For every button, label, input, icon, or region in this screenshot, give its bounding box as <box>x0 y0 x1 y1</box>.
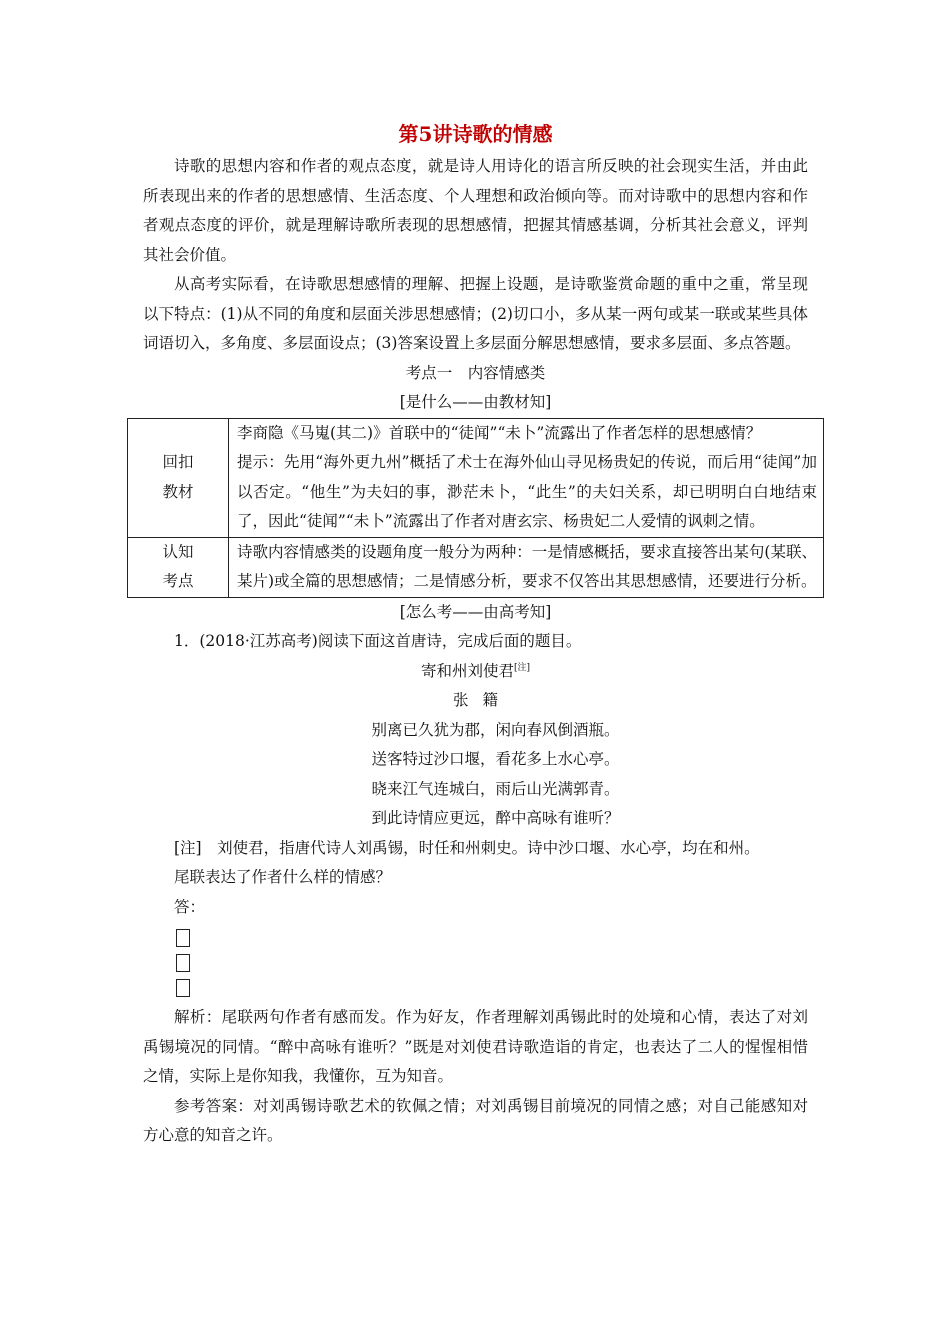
page-content <box>143 118 817 1151</box>
intro-paragraph-2: 从高考实际看，在诗歌思想感情的理解、把握上设题，是诗歌鉴赏命题的重中之重，常呈现以下特点：(1)从不同的角度和层面关涉思想感情；(2)切口小，多从某一两句或某一联或某些具体词语切入，多角度、多层面设点；(3)答案设置上多层面分解思想感情，要求多层面、多点答题。 <box>143 275 808 352</box>
table-row-review <box>128 418 824 537</box>
answer-box-icon <box>176 929 190 947</box>
question-ask: 尾联表达了作者什么样的情感？ <box>174 868 392 886</box>
table-cell-cognition: 诗歌内容情感类的设题角度一般分为两种：一是情感概括，要求直接答出某句(某联、某片)或全篇的思想感情；二是情感分析，要求不仅答出其思想感情，还要进行分析。 <box>229 537 824 597</box>
poem-note: [注] 刘使君，指唐代诗人刘禹锡，时任和州刺史。诗中沙口堰、水心亭，均在和州。 <box>174 838 760 857</box>
poem-line: 晓来江气连城白，雨后山光满郭青。 <box>371 779 620 798</box>
poem-line: 别离已久犹为郡，闲向春风倒酒瓶。 <box>371 720 620 739</box>
answer-label: 答： <box>174 897 206 916</box>
knowledge-table <box>127 418 824 598</box>
reference-answer: 参考答案：对刘禹锡诗歌艺术的钦佩之情；对刘禹锡目前境况的同情之感；对自己能感知对方心意的知音之许。 <box>143 1096 808 1144</box>
section-subheading-exam: [怎么考——由高考知] <box>399 602 552 621</box>
label-line: 认知 <box>162 542 194 561</box>
poem-title-text: 寄和州刘使君 <box>420 661 514 680</box>
table-label-review <box>128 418 229 537</box>
poem-line: 到此诗情应更远，醉中高咏有谁听？ <box>371 809 620 827</box>
review-hint: 提示：先用“海外更九州”概括了术士在海外仙山寻见杨贵妃的传说，而后用“徒闻”加以否定。“他生”为夫妇的事，渺茫未卜，“此生”的夫妇关系，却已明明白白地结束了，因此“徒闻”“未卜”流露出了作者对唐玄宗、杨贵妃二人爱情的讽刺之情。 <box>237 453 817 530</box>
intro-paragraph-1: 诗歌的思想内容和作者的观点态度，就是诗人用诗化的语言所反映的社会现实生活，并由此所表现出来的作者的思想感情、生活态度、个人理想和政治倾向等。而对诗歌中的思想内容和作者观点态度的评价，就是理解诗歌所表现的思想感情，把握其情感基调，分析其社会意义，评判其社会价值。 <box>143 157 808 264</box>
table-label-cognition <box>128 537 229 597</box>
label-line: 回扣 <box>162 453 194 471</box>
label-line: 考点 <box>162 572 194 590</box>
poem-line: 送客特过沙口堰，看花多上水心亭。 <box>371 750 620 768</box>
analysis-paragraph: 解析：尾联两句作者有感而发。作为好友，作者理解刘禹锡此时的处境和心情，表达了对刘禹锡境况的同情。“醉中高咏有谁听？”既是对刘使君诗歌造诣的肯定，也表达了二人的惺惺相惜之情，实际上是你知我，我懂你，互为知音。 <box>143 1008 808 1085</box>
answer-boxes <box>143 929 808 997</box>
page-title: 第5讲诗歌的情感 <box>398 122 553 146</box>
poem-note-mark: [注] <box>513 662 531 673</box>
section-subheading-textbook: [是什么——由教材知] <box>399 393 552 411</box>
table-row-cognition <box>128 537 824 597</box>
review-question: 李商隐《马嵬(其二)》首联中的“徒闻”“未卜”流露出了作者怎样的思想感情？ <box>237 423 762 442</box>
answer-box-icon <box>176 954 190 972</box>
label-line: 教材 <box>162 482 194 501</box>
table-cell-review <box>229 418 824 537</box>
section-heading: 考点一 内容情感类 <box>405 363 546 382</box>
poem-author: 张籍 <box>452 691 512 709</box>
poem-title <box>143 657 808 687</box>
answer-box-icon <box>176 979 190 997</box>
question-stem: 1．(2018·江苏高考)阅读下面这首唐诗，完成后面的题目。 <box>174 632 582 650</box>
